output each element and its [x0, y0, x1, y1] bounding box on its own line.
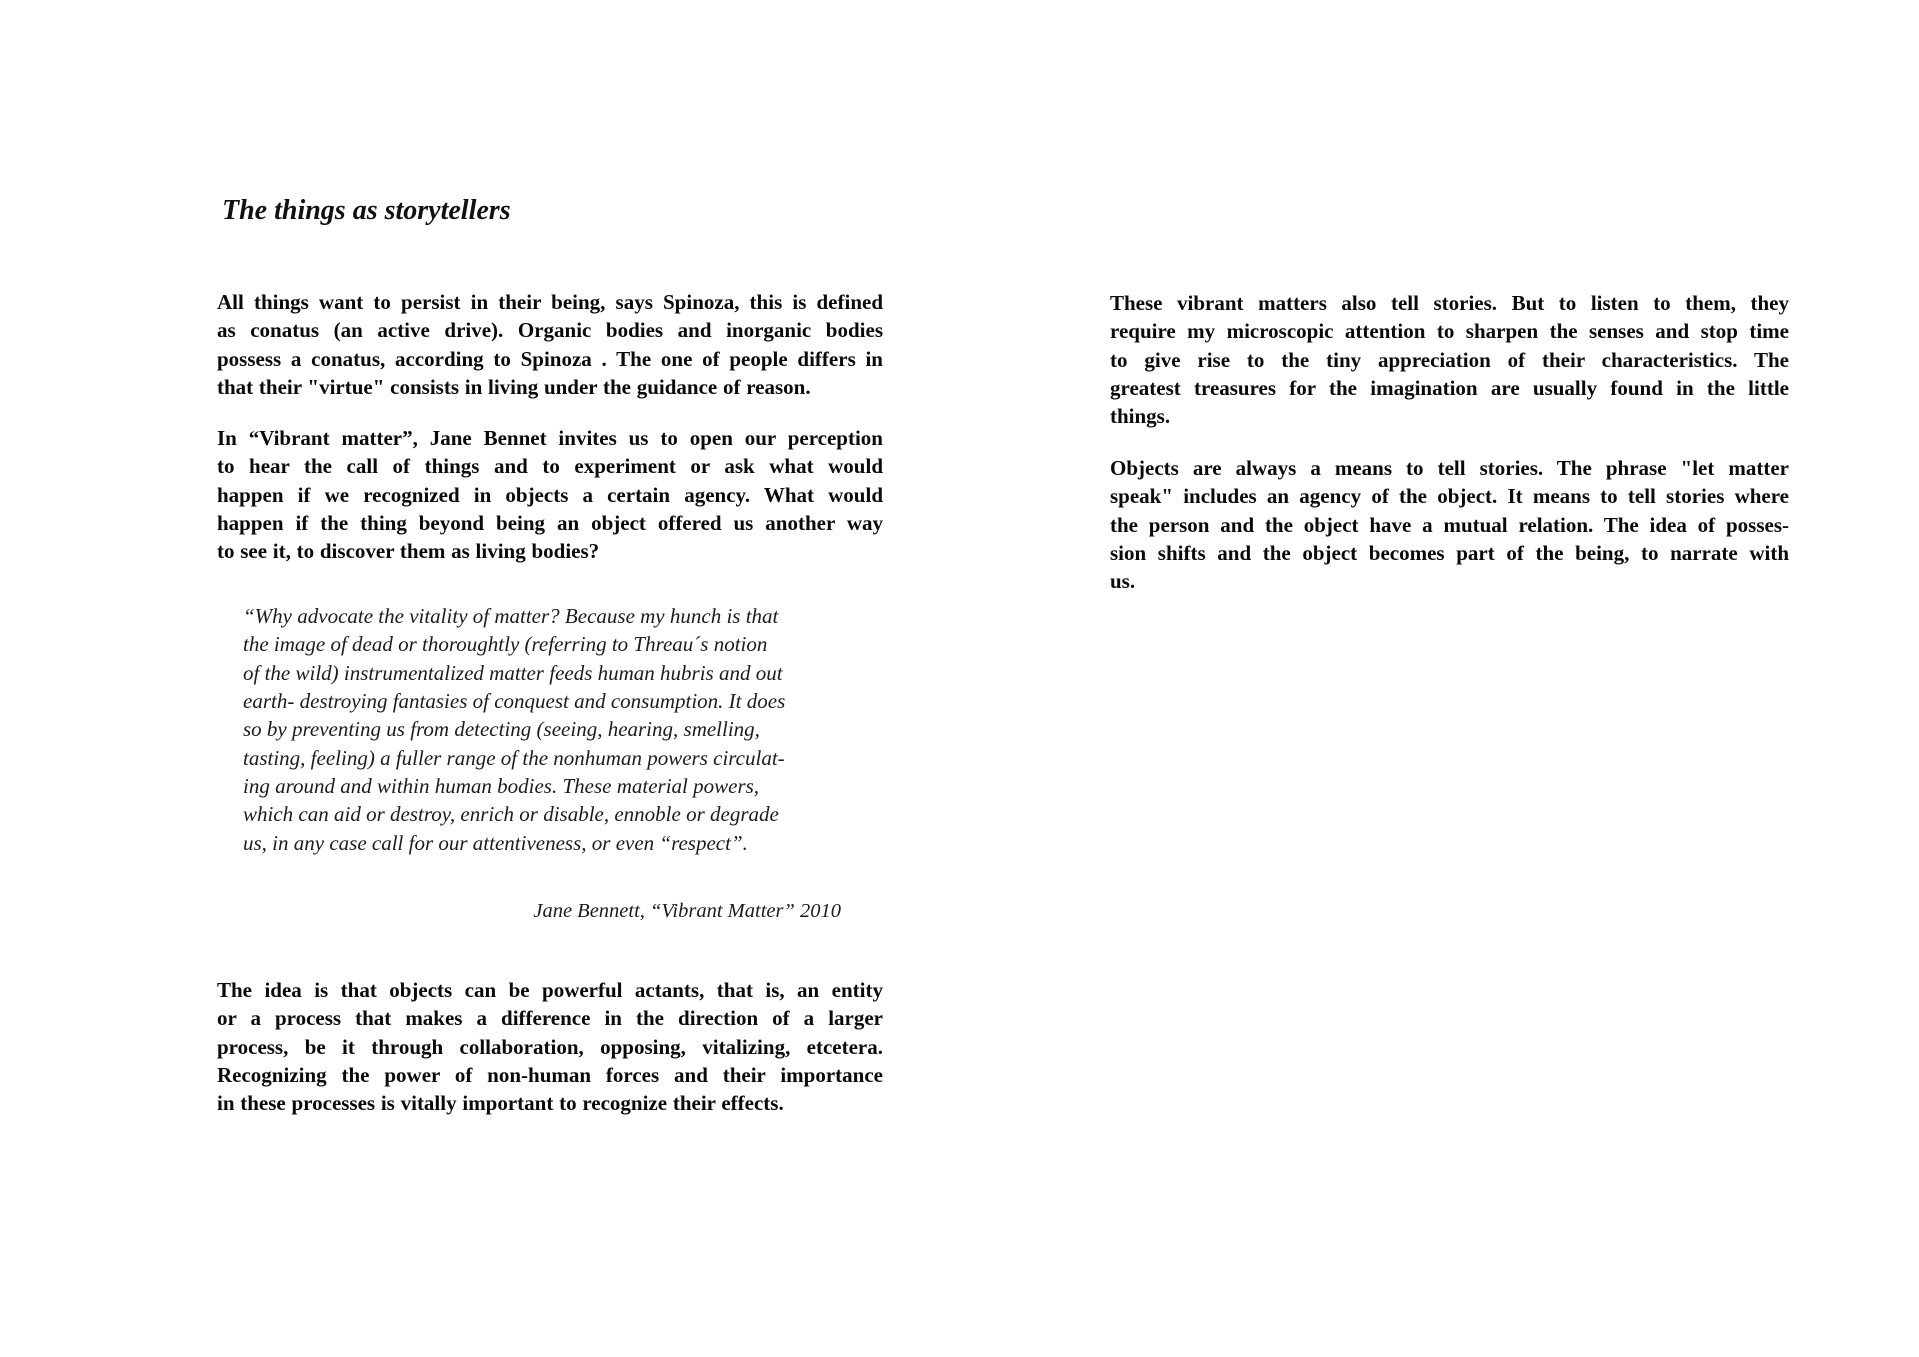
left-paragraph-spinoza: [217, 288, 883, 401]
right-paragraph-vibrant-matters-stories: [1110, 289, 1789, 431]
text-line: us.: [1110, 569, 1136, 594]
text-line: which can aid or destroy, enrich or disable, ennoble or degrade: [243, 802, 779, 827]
text-line: as conatus (an active drive). Organic bodies and inorganic bodies: [217, 318, 883, 343]
text-line: Objects are always a means to tell stories. The phrase "let matter: [1110, 456, 1789, 480]
text-line: or a process that makes a difference in the direction of a larger: [217, 1006, 883, 1031]
text-line: “Why advocate the vitality of matter? Because my hunch is that: [243, 604, 779, 628]
text-line: In “Vibrant matter”, Jane Bennet invites us to open our perception: [217, 426, 883, 450]
text-line: Recognizing the power of non-human forces and their importance: [217, 1062, 883, 1087]
text-line: to see it, to discover them as living bodies?: [217, 539, 600, 564]
page-title: The things as storytellers: [222, 195, 511, 226]
text-line: the image of dead or thoroughtly (referring to Threau´s notion: [243, 632, 768, 657]
text-line: ing around and within human bodies. These material powers,: [243, 773, 760, 798]
text-line: require my microscopic attention to sharpen the senses and stop time: [1110, 319, 1789, 344]
left-paragraph-vibrant-matter: [217, 424, 883, 566]
text-line: speak" includes an agency of the object. It means to tell stories where: [1110, 484, 1789, 509]
text-line: These vibrant matters also tell stories. But to listen to them, they: [1110, 291, 1789, 315]
text-line: greatest treasures for the imagination are usually found in the little: [1110, 375, 1789, 400]
text-line: so by preventing us from detecting (seeing, hearing, smelling,: [243, 717, 760, 742]
text-line: sion shifts and the object becomes part of the being, to narrate with: [1110, 540, 1789, 565]
quote-attribution: Jane Bennett, “Vibrant Matter” 2010: [533, 900, 841, 922]
right-paragraph-objects-stories: [1110, 454, 1789, 596]
text-line: earth- destroying fantasies of conquest and consumption. It does: [243, 688, 786, 713]
text-line: to give rise to the tiny appreciation of their characteristics. The: [1110, 347, 1789, 372]
text-line: the person and the object have a mutual relation. The idea of posses-: [1110, 512, 1789, 537]
text-line: The idea is that objects can be powerful actants, that is, an entity: [217, 978, 883, 1002]
text-line: tasting, feeling) a fuller range of the nonhuman powers circulat-: [243, 745, 785, 770]
left-paragraph-actants: [217, 976, 883, 1118]
text-line: process, be it through collaboration, opposing, vitalizing, etcetera.: [217, 1034, 883, 1059]
text-line: to hear the call of things and to experiment or ask what would: [217, 454, 883, 479]
text-line: of the wild) instrumentalized matter feeds human hubris and out: [243, 660, 783, 685]
text-line: happen if the thing beyond being an object offered us another way: [217, 510, 883, 535]
text-line: things.: [1110, 404, 1171, 429]
text-line: All things want to persist in their being, says Spinoza, this is defined: [217, 290, 883, 314]
text-line: happen if we recognized in objects a certain agency. What would: [217, 482, 883, 507]
block-quote-bennett: [243, 602, 853, 857]
text-line: us, in any case call for our attentiveness, or even “respect”.: [243, 830, 748, 855]
text-line: in these processes is vitally important to recognize their effects.: [217, 1091, 784, 1116]
text-line: possess a conatus, according to Spinoza . The one of people differs in: [217, 346, 883, 371]
text-line: that their "virtue" consists in living under the guidance of reason.: [217, 374, 811, 399]
